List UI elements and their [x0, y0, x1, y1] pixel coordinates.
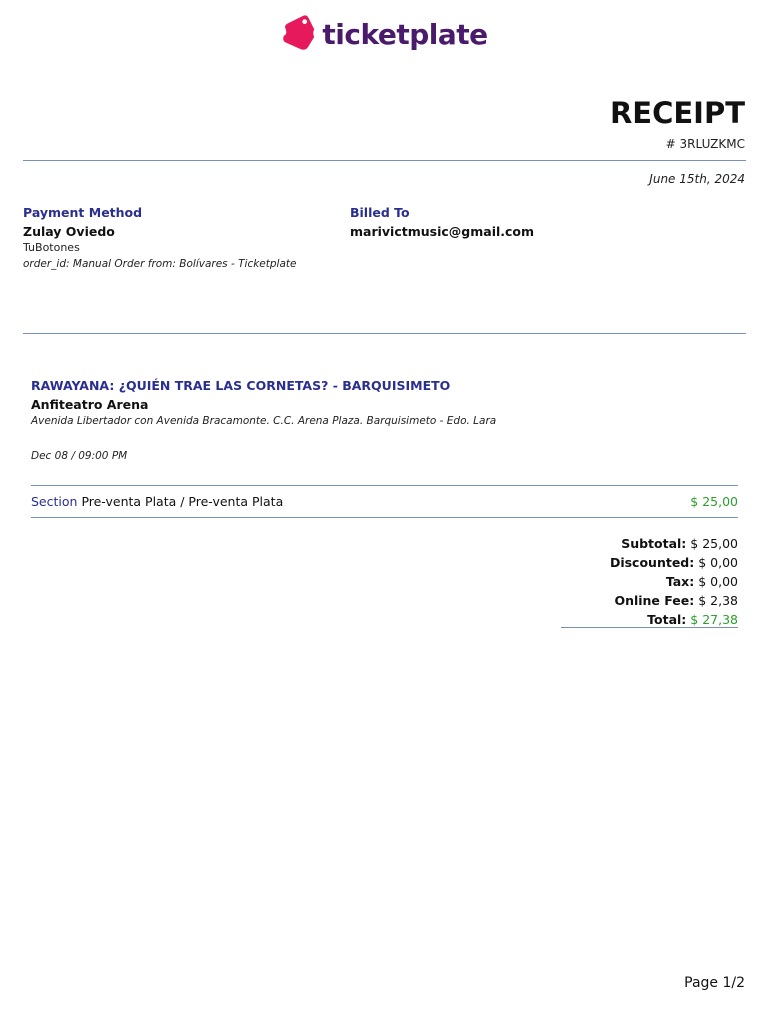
subtotal-value: $ 25,00: [690, 536, 738, 551]
event-title: RAWAYANA: ¿QUIÉN TRAE LAS CORNETAS? - BARQUISIMETO: [31, 378, 451, 393]
section-name: Pre-venta Plata / Pre-venta Plata: [81, 494, 284, 509]
order-id: order_id: Manual Order from: Bolívares - Ticketplate: [23, 258, 297, 270]
receipt-number: # 3RLUZKMC: [665, 137, 745, 151]
brand-logo: [0, 14, 768, 54]
section-label: Section: [31, 494, 78, 509]
payer-name: Zulay Oviedo: [23, 224, 115, 239]
line-item-row: [31, 485, 738, 518]
line-item-price: $ 25,00: [690, 494, 738, 509]
subtotal-line: [438, 534, 738, 553]
line-item-description: [31, 494, 283, 509]
venue-address: Avenida Libertador con Avenida Bracamonte. C.C. Arena Plaza. Barquisimeto - Edo. Lara: [31, 415, 497, 427]
online-fee-value: $ 2,38: [698, 593, 738, 608]
receipt-title: RECEIPT: [609, 96, 745, 130]
totals-block: [438, 534, 738, 629]
page-number: Page 1/2: [684, 975, 745, 991]
total-label: Total:: [647, 612, 687, 627]
total-value: $ 27,38: [690, 612, 738, 627]
brand-name: ticketplate: [322, 17, 488, 51]
billed-to-label: Billed To: [350, 205, 410, 220]
receipt-date: June 15th, 2024: [649, 172, 745, 186]
payment-provider: TuBotones: [23, 241, 80, 254]
tax-line: [438, 572, 738, 591]
online-fee-label: Online Fee:: [614, 593, 695, 608]
payment-method-label: Payment Method: [23, 205, 143, 220]
divider: [23, 333, 746, 334]
discount-line: [438, 553, 738, 572]
venue-name: Anfiteatro Arena: [31, 397, 149, 412]
totals-divider: [561, 627, 738, 628]
ticket-tag-icon: [280, 14, 318, 54]
billed-email[interactable]: marivictmusic@gmail.com: [350, 224, 535, 239]
tax-value: $ 0,00: [698, 574, 738, 589]
divider: [23, 160, 746, 161]
event-datetime: Dec 08 / 09:00 PM: [31, 450, 128, 462]
subtotal-label: Subtotal:: [621, 536, 687, 551]
tax-label: Tax:: [665, 574, 695, 589]
online-fee-line: [438, 591, 738, 610]
discount-label: Discounted:: [609, 555, 695, 570]
discount-value: $ 0,00: [698, 555, 738, 570]
